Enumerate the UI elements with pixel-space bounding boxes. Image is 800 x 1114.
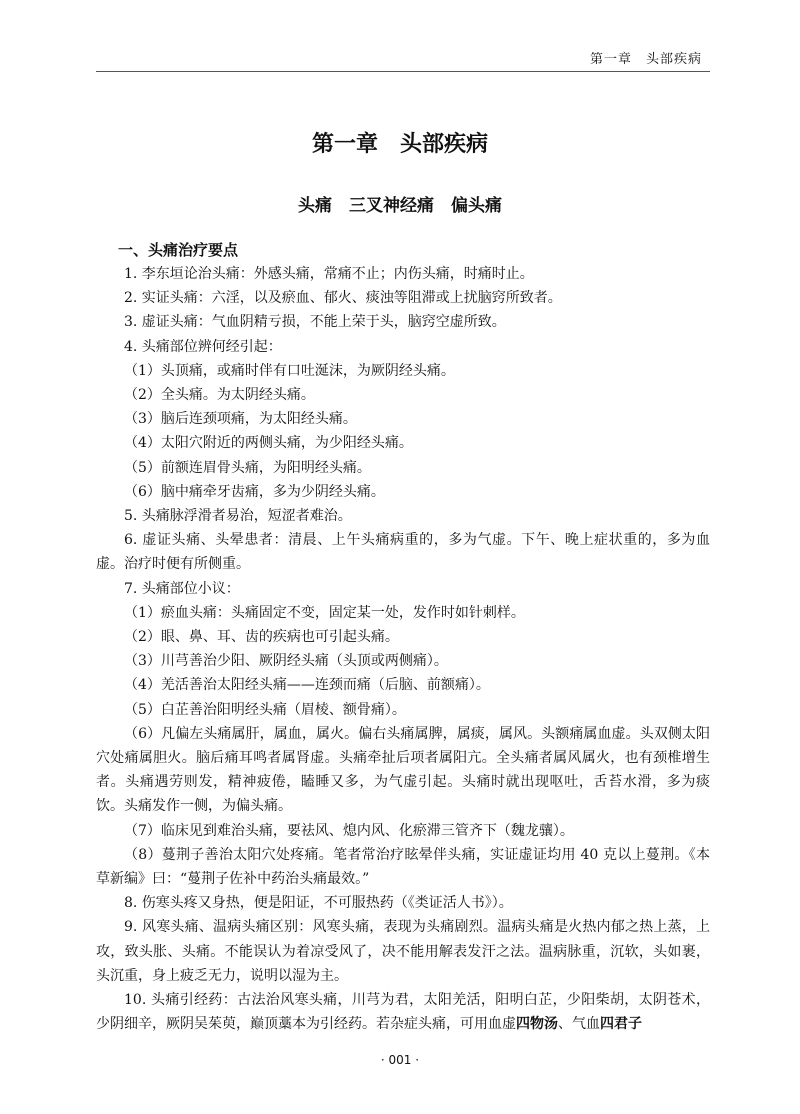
paragraph: （1）瘀血头痛：头痛固定不变，固定某一处，发作时如针刺样。 <box>124 604 525 621</box>
paragraph: 1. 李东垣论治头痛：外感头痛，常痛不止；内伤头痛，时痛时止。 <box>124 266 534 282</box>
paragraph: （1）头顶痛，或痛时伴有口吐涎沫，为厥阴经头痛。 <box>124 362 455 379</box>
paragraph: （3）川芎善治少阳、厥阴经头痛（头顶或两侧痛）。 <box>124 653 448 670</box>
paragraph-text: 10. 头痛引经药：古法治风寒头痛，川芎为君，太阳羌活，阳明白芷，少阳柴胡，太阴苍术，少阴细辛，厥阴吴茱萸，巅顶藁本为引经药。若杂症头痛，可用血虚 <box>96 992 710 1033</box>
page-number: · 001 · <box>380 1053 420 1067</box>
paragraph: 9. 风寒头痛、温病头痛区别：风寒头痛，表现为头痛剧烈。温病头痛是火热内郁之热上蒸，上攻，致头胀、头痛。不能误认为着凉受风了，决不能用解表发汗之法。温病脉重，沉软，头如裹，头沉重，身上疲乏无力，说明以湿为主。 <box>96 919 710 984</box>
paragraph: （2）全头痛。为太阴经头痛。 <box>124 387 315 404</box>
paragraph: （8）蔓荆子善治太阳穴处疼痛。笔者常治疗眩晕伴头痛，实证虚证均用 40 克以上蔓荆。《本草新编》曰：“蔓荆子佐补中药治头痛最效。” <box>96 846 710 888</box>
paragraph: （7）临床见到难治头痛，要祛风、熄内风、化瘀滞三管齐下（魏龙骧）。 <box>124 822 574 839</box>
paragraph: （4）羌活善治太阳经头痛——连颈而痛（后脑、前额痛）。 <box>124 677 490 694</box>
paragraph: 3. 虚证头痛：气血阴精亏损，不能上荣于头，脑窍空虚所致。 <box>124 314 506 331</box>
running-header: 第一章 头部疾病 <box>589 52 702 67</box>
paragraph: （5）白芷善治阳明经头痛（眉棱、额骨痛）。 <box>124 701 406 718</box>
paragraph-text: 、气血 <box>558 1016 600 1033</box>
header-divider <box>96 71 710 72</box>
paragraph: 8. 伤寒头疼又身热，便是阳证，不可服热药（《类证活人书》）。 <box>124 895 513 912</box>
paragraph-last <box>96 988 710 1036</box>
paragraph: 2. 实证头痛：六淫，以及瘀血、郁火、痰浊等阻滞或上扰脑窍所致者。 <box>124 290 562 307</box>
formula-name: 四君子 <box>600 1016 642 1033</box>
paragraph: （5）前额连眉骨头痛，为阳明经头痛。 <box>124 459 371 476</box>
paragraph: 4. 头痛部位辨何经引起： <box>124 338 282 355</box>
paragraph: 6. 虚证头痛、头晕患者：清晨、上午头痛病重的，多为气虚。下午、晚上症状重的，多为血虚。治疗时便有所侧重。 <box>96 532 710 573</box>
paragraph: （6）脑中痛牵牙齿痛，多为少阴经头痛。 <box>124 483 385 500</box>
formula-name: 四物汤 <box>516 1016 558 1033</box>
subsection-title: 一、头痛治疗要点 <box>118 241 239 259</box>
paragraph: （2）眼、鼻、耳、齿的疾病也可引起头痛。 <box>124 629 399 646</box>
body-text <box>96 262 710 1037</box>
paragraph: 5. 头痛脉浮滑者易治，短涩者难治。 <box>124 508 352 525</box>
chapter-title: 第一章 头部疾病 <box>311 132 488 157</box>
paragraph: 7. 头痛部位小议： <box>124 580 240 597</box>
paragraph: （6）凡偏左头痛属肝，属血，属火。偏右头痛属脾，属痰，属风。头额痛属血虚。头双侧太阳穴处痛属胆火。脑后痛耳鸣者属肾虚。头痛牵扯后项者属阳亢。全头痛者属风属火，也有颈椎增生者。头痛遇劳则发，精神疲倦，瞌睡又多，为气虚引起。头痛时就出现呕吐，舌苔水滑，多为痰饮。头痛发作一侧，为偏头痛。 <box>96 725 710 815</box>
section-title: 头痛 三叉神经痛 偏头痛 <box>298 196 502 216</box>
paragraph: （3）脑后连颈项痛，为太阳经头痛。 <box>124 411 357 428</box>
paragraph: （4）太阳穴附近的两侧头痛，为少阳经头痛。 <box>124 435 413 452</box>
